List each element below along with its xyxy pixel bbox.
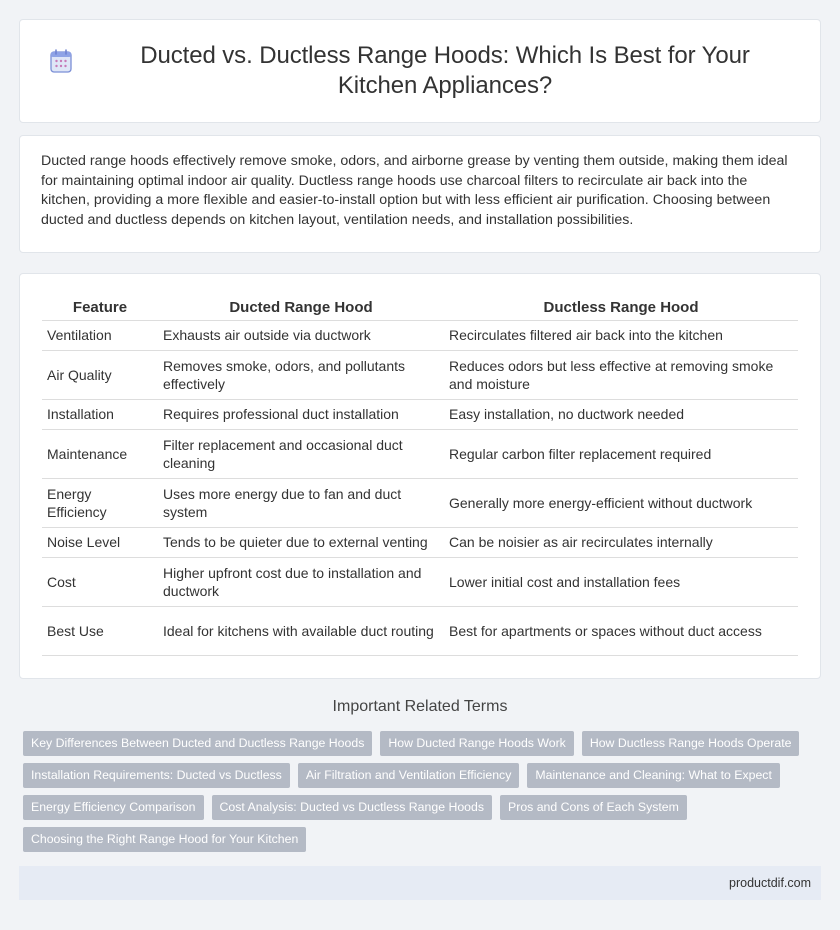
- related-terms-title: Important Related Terms: [332, 698, 508, 715]
- feature-cell: Maintenance: [42, 429, 158, 478]
- header-feature: Feature: [42, 294, 158, 320]
- ductless-cell: Regular carbon filter replacement required: [444, 429, 798, 478]
- related-tag[interactable]: Installation Requirements: Ducted vs Ductless: [23, 763, 290, 788]
- ductless-cell: Best for apartments or spaces without duct access: [444, 606, 798, 655]
- table-row: [42, 320, 798, 350]
- intro-card: [19, 135, 821, 253]
- feature-cell: Air Quality: [42, 350, 158, 399]
- comparison-table: [42, 294, 798, 656]
- header-card: [19, 19, 821, 123]
- intro-text: Ducted range hoods effectively remove smoke, odors, and airborne grease by venting them outside, making them ideal for maintaining optimal indoor air quality. Ductless range hoods use charcoal filters to recirculate air back into the kitchen, providing a more flexible and easier-to-install option but with less efficient air purification. Choosing between ducted and ductless depends on kitchen layout, ventilation needs, and installation possibilities.: [41, 153, 788, 228]
- related-tag[interactable]: Cost Analysis: Ducted vs Ductless Range Hoods: [212, 795, 493, 820]
- header-ducted: Ducted Range Hood: [158, 294, 444, 320]
- feature-cell: Ventilation: [42, 320, 158, 350]
- feature-cell: Best Use: [42, 606, 158, 655]
- ducted-cell: Filter replacement and occasional duct cleaning: [158, 429, 444, 478]
- related-tag[interactable]: Maintenance and Cleaning: What to Expect: [527, 763, 780, 788]
- ducted-cell: Ideal for kitchens with available duct routing: [158, 606, 444, 655]
- feature-cell: Cost: [42, 557, 158, 606]
- table-row: [42, 478, 798, 527]
- ducted-cell: Removes smoke, odors, and pollutants effectively: [158, 350, 444, 399]
- footer-site-link[interactable]: productdif.com: [729, 876, 811, 890]
- page-title: Ducted vs. Ductless Range Hoods: Which Is Best for Your Kitchen Appliances?: [140, 42, 750, 99]
- feature-cell: Noise Level: [42, 527, 158, 557]
- table-row: [42, 557, 798, 606]
- table-row: [42, 606, 798, 655]
- ducted-cell: Exhausts air outside via ductwork: [158, 320, 444, 350]
- related-tag[interactable]: How Ductless Range Hoods Operate: [582, 731, 800, 756]
- ductless-cell: Reduces odors but less effective at removing smoke and moisture: [444, 350, 798, 399]
- header-ductless: Ductless Range Hood: [444, 294, 798, 320]
- table-row: [42, 350, 798, 399]
- ductless-cell: Lower initial cost and installation fees: [444, 557, 798, 606]
- ducted-cell: Requires professional duct installation: [158, 399, 444, 429]
- ductless-cell: Recirculates filtered air back into the kitchen: [444, 320, 798, 350]
- footer: [19, 866, 821, 900]
- related-tag[interactable]: Air Filtration and Ventilation Efficiency: [298, 763, 520, 788]
- ductless-cell: Easy installation, no ductwork needed: [444, 399, 798, 429]
- feature-cell: Energy Efficiency: [42, 478, 158, 527]
- ducted-cell: Uses more energy due to fan and duct system: [158, 478, 444, 527]
- ducted-cell: Higher upfront cost due to installation and ductwork: [158, 557, 444, 606]
- table-row: [42, 399, 798, 429]
- related-tag[interactable]: Key Differences Between Ducted and Ductless Range Hoods: [23, 731, 372, 756]
- related-tags: [23, 731, 817, 852]
- feature-cell: Installation: [42, 399, 158, 429]
- ductless-cell: Can be noisier as air recirculates internally: [444, 527, 798, 557]
- related-tag[interactable]: How Ducted Range Hoods Work: [380, 731, 573, 756]
- comparison-card: [19, 273, 821, 679]
- ductless-cell: Generally more energy-efficient without ductwork: [444, 478, 798, 527]
- ducted-cell: Tends to be quieter due to external venting: [158, 527, 444, 557]
- table-header-row: [42, 294, 798, 320]
- table-row: [42, 527, 798, 557]
- calendar-icon: [50, 49, 72, 73]
- related-tag[interactable]: Pros and Cons of Each System: [500, 795, 687, 820]
- related-tag[interactable]: Energy Efficiency Comparison: [23, 795, 204, 820]
- table-row: [42, 429, 798, 478]
- related-terms-section: [0, 698, 840, 716]
- related-tag[interactable]: Choosing the Right Range Hood for Your Kitchen: [23, 827, 306, 852]
